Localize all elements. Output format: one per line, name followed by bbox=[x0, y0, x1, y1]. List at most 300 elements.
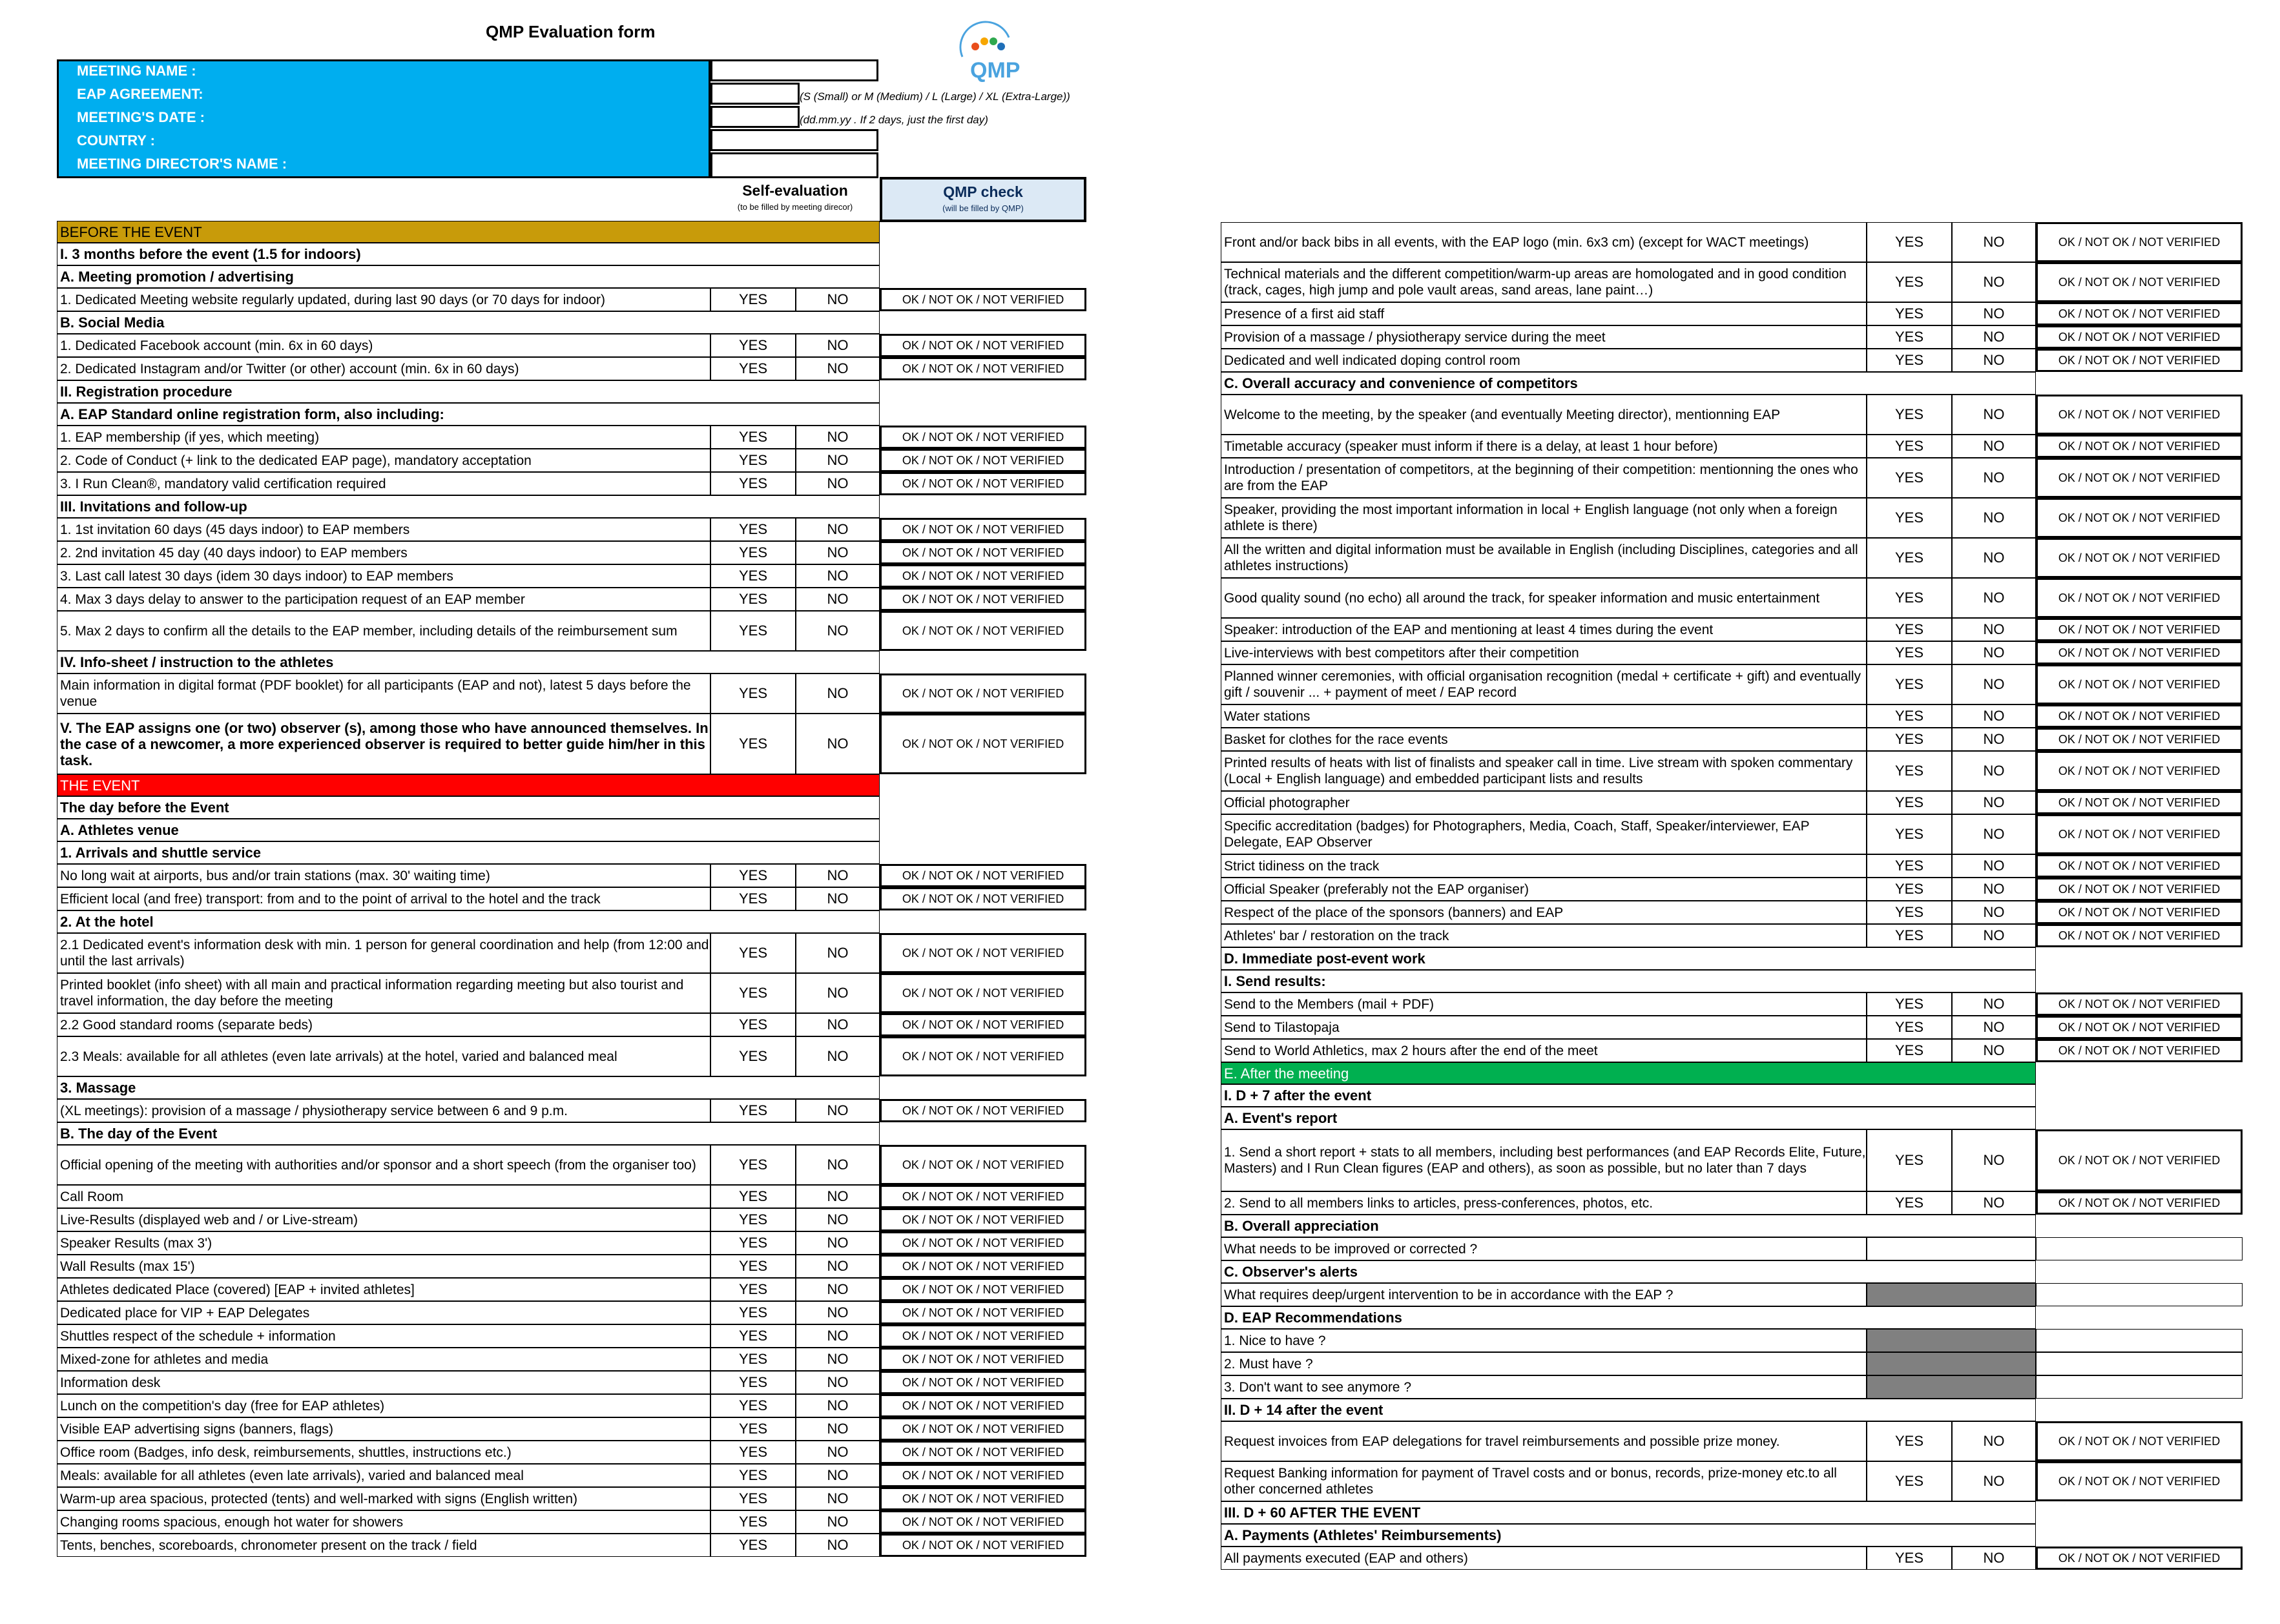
no-option[interactable]: NO bbox=[1952, 1461, 2036, 1501]
no-option[interactable]: NO bbox=[796, 714, 880, 774]
criterion-text bbox=[57, 1441, 710, 1464]
no-option[interactable]: NO bbox=[1952, 854, 2036, 878]
no-option[interactable]: NO bbox=[1952, 901, 2036, 924]
qmp-verdict[interactable]: OK / NOT OK / NOT VERIFIED bbox=[880, 1301, 1086, 1324]
yes-option[interactable]: YES bbox=[710, 864, 796, 887]
criterion-text bbox=[57, 714, 710, 774]
qmp-verdict[interactable]: OK / NOT OK / NOT VERIFIED bbox=[880, 1099, 1086, 1122]
qmp-verdict[interactable]: OK / NOT OK / NOT VERIFIED bbox=[880, 288, 1086, 311]
qmp-verdict[interactable]: OK / NOT OK / NOT VERIFIED bbox=[880, 1510, 1086, 1534]
qmp-verdict[interactable]: OK / NOT OK / NOT VERIFIED bbox=[2036, 498, 2243, 538]
yes-option[interactable]: YES bbox=[710, 1348, 796, 1371]
no-option[interactable]: NO bbox=[796, 1099, 880, 1122]
yes-option[interactable]: YES bbox=[710, 426, 796, 449]
criterion-label: 2. 2nd invitation 45 day (40 days indoor) to EAP members bbox=[60, 545, 408, 560]
qmp-verdict[interactable]: OK / NOT OK / NOT VERIFIED bbox=[880, 1487, 1086, 1510]
no-option[interactable]: NO bbox=[1952, 1016, 2036, 1039]
criterion-label: Office room (Badges, info desk, reimbursements, shuttles, instructions etc.) bbox=[60, 1444, 512, 1460]
yes-option[interactable]: YES bbox=[710, 1417, 796, 1441]
qmp-comment-field[interactable] bbox=[2036, 1352, 2243, 1375]
meeting-name-field[interactable] bbox=[710, 59, 878, 81]
no-option[interactable]: NO bbox=[1952, 458, 2036, 498]
yes-option[interactable]: YES bbox=[1867, 1547, 1952, 1570]
criterion-label: Front and/or back bibs in all events, with the EAP logo (min. 6x3 cm) (except for WACT meetings) bbox=[1224, 234, 1809, 250]
left-row bbox=[57, 973, 1086, 1013]
yes-option[interactable]: YES bbox=[710, 714, 796, 774]
criterion-label: D. Immediate post-event work bbox=[1224, 951, 1425, 967]
no-option[interactable]: NO bbox=[796, 1255, 880, 1278]
qmp-verdict[interactable]: OK / NOT OK / NOT VERIFIED bbox=[2036, 641, 2243, 664]
left-row bbox=[57, 1464, 1086, 1487]
qmp-verdict[interactable]: OK / NOT OK / NOT VERIFIED bbox=[880, 1208, 1086, 1231]
meeting-date-field[interactable] bbox=[710, 106, 800, 128]
qmp-verdict[interactable]: OK / NOT OK / NOT VERIFIED bbox=[2036, 791, 2243, 814]
no-option[interactable]: NO bbox=[796, 357, 880, 380]
yes-option[interactable]: YES bbox=[1867, 498, 1952, 538]
qmp-check-title: QMP check bbox=[943, 183, 1023, 200]
no-option[interactable]: NO bbox=[796, 1301, 880, 1324]
qmp-verdict[interactable]: OK / NOT OK / NOT VERIFIED bbox=[880, 1441, 1086, 1464]
criterion-text bbox=[1221, 458, 1867, 498]
qmp-verdict[interactable]: OK / NOT OK / NOT VERIFIED bbox=[2036, 1461, 2243, 1501]
qmp-verdict[interactable]: OK / NOT OK / NOT VERIFIED bbox=[880, 334, 1086, 357]
no-option[interactable]: NO bbox=[796, 1534, 880, 1557]
yes-option[interactable]: YES bbox=[1867, 854, 1952, 878]
qmp-verdict[interactable]: OK / NOT OK / NOT VERIFIED bbox=[880, 472, 1086, 495]
criterion-label: 3. I Run Clean®, mandatory valid certification required bbox=[60, 476, 386, 491]
qmp-verdict[interactable]: OK / NOT OK / NOT VERIFIED bbox=[880, 611, 1086, 651]
criterion-label: A. Meeting promotion / advertising bbox=[60, 269, 294, 285]
criterion-label: 1. Send a short report + stats to all members, including best performances (and EAP Records Elite, Future, Masters) and I Run Clean figures (EAP and others), as soon as possible, but no later than 7 days bbox=[1224, 1145, 1866, 1176]
qmp-verdict[interactable]: OK / NOT OK / NOT VERIFIED bbox=[880, 426, 1086, 449]
left-row bbox=[57, 1534, 1086, 1557]
criterion-text bbox=[1221, 704, 1867, 728]
yes-option[interactable]: YES bbox=[710, 472, 796, 495]
yes-option[interactable]: YES bbox=[710, 1255, 796, 1278]
criterion-label: Welcome to the meeting, by the speaker (and eventually Meeting director), mentionning EAP bbox=[1224, 407, 1781, 422]
qmp-verdict[interactable]: OK / NOT OK / NOT VERIFIED bbox=[880, 714, 1086, 774]
criterion-label: Send to the Members (mail + PDF) bbox=[1224, 996, 1435, 1012]
section-heading bbox=[57, 265, 880, 288]
no-option[interactable]: NO bbox=[796, 1145, 880, 1185]
yes-option[interactable]: YES bbox=[710, 933, 796, 973]
no-option[interactable]: NO bbox=[1952, 395, 2036, 435]
right-row bbox=[1221, 222, 2243, 262]
yes-option[interactable]: YES bbox=[710, 887, 796, 910]
qmp-verdict[interactable]: OK / NOT OK / NOT VERIFIED bbox=[880, 588, 1086, 611]
qmp-verdict[interactable]: OK / NOT OK / NOT VERIFIED bbox=[880, 1324, 1086, 1348]
qmp-verdict[interactable]: OK / NOT OK / NOT VERIFIED bbox=[2036, 728, 2243, 751]
left-row bbox=[57, 611, 1086, 651]
yes-option[interactable]: YES bbox=[1867, 222, 1952, 262]
no-option[interactable]: NO bbox=[796, 1013, 880, 1036]
qmp-verdict[interactable]: OK / NOT OK / NOT VERIFIED bbox=[880, 357, 1086, 380]
no-option[interactable]: NO bbox=[1952, 262, 2036, 302]
no-option[interactable]: NO bbox=[1952, 222, 2036, 262]
no-option[interactable]: NO bbox=[1952, 664, 2036, 704]
qmp-verdict[interactable]: OK / NOT OK / NOT VERIFIED bbox=[880, 1145, 1086, 1185]
no-option[interactable]: NO bbox=[796, 288, 880, 311]
yes-option[interactable]: YES bbox=[1867, 791, 1952, 814]
criterion-label: I. Send results: bbox=[1224, 973, 1326, 989]
criterion-label: E. After the meeting bbox=[1224, 1065, 1349, 1082]
section-heading bbox=[1221, 1501, 2036, 1524]
yes-option[interactable]: YES bbox=[1867, 641, 1952, 664]
qmp-verdict[interactable]: OK / NOT OK / NOT VERIFIED bbox=[880, 564, 1086, 588]
yes-option[interactable]: YES bbox=[1867, 901, 1952, 924]
yes-option[interactable]: YES bbox=[710, 673, 796, 714]
country-field[interactable] bbox=[710, 129, 878, 151]
no-option[interactable]: NO bbox=[796, 1324, 880, 1348]
criterion-text bbox=[57, 1185, 710, 1208]
no-option[interactable]: NO bbox=[796, 472, 880, 495]
criterion-label: II. D + 14 after the event bbox=[1224, 1402, 1384, 1418]
left-row bbox=[57, 864, 1086, 887]
yes-option[interactable]: YES bbox=[1867, 618, 1952, 641]
qmp-verdict[interactable]: OK / NOT OK / NOT VERIFIED bbox=[2036, 878, 2243, 901]
criterion-label: Main information in digital format (PDF booklet) for all participants (EAP and not), latest 5 days before the venue bbox=[60, 678, 691, 709]
answer-field[interactable] bbox=[1867, 1329, 2036, 1352]
meeting-director-field[interactable] bbox=[710, 152, 878, 178]
yes-option[interactable]: YES bbox=[710, 1099, 796, 1122]
no-option[interactable]: NO bbox=[1952, 325, 2036, 349]
criterion-label: 2.1 Dedicated event's information desk with min. 1 person for general coordination and help (from 12:00 and until the last arrivals) bbox=[60, 938, 709, 969]
left-row bbox=[57, 1036, 1086, 1076]
yes-option[interactable]: YES bbox=[710, 1510, 796, 1534]
criterion-label: B. Social Media bbox=[60, 314, 165, 331]
no-option[interactable]: NO bbox=[796, 673, 880, 714]
no-option[interactable]: NO bbox=[1952, 1191, 2036, 1215]
criterion-label: Dedicated and well indicated doping control room bbox=[1224, 353, 1520, 368]
no-option[interactable]: NO bbox=[1952, 791, 2036, 814]
qmp-verdict[interactable]: OK / NOT OK / NOT VERIFIED bbox=[2036, 538, 2243, 578]
criterion-label: 2. Dedicated Instagram and/or Twitter (or other) account (min. 6x in 60 days) bbox=[60, 361, 519, 376]
no-option[interactable]: NO bbox=[796, 541, 880, 564]
qmp-verdict[interactable]: OK / NOT OK / NOT VERIFIED bbox=[2036, 992, 2243, 1016]
yes-option[interactable]: YES bbox=[710, 973, 796, 1013]
answer-field[interactable] bbox=[1867, 1352, 2036, 1375]
yes-option[interactable]: YES bbox=[1867, 751, 1952, 791]
yes-option[interactable]: YES bbox=[710, 1324, 796, 1348]
qmp-verdict[interactable]: OK / NOT OK / NOT VERIFIED bbox=[2036, 1129, 2243, 1191]
no-option[interactable]: NO bbox=[796, 1348, 880, 1371]
yes-option[interactable]: YES bbox=[1867, 395, 1952, 435]
yes-option[interactable]: YES bbox=[710, 1278, 796, 1301]
qmp-verdict[interactable]: OK / NOT OK / NOT VERIFIED bbox=[2036, 1016, 2243, 1039]
left-row bbox=[57, 449, 1086, 472]
no-option[interactable]: NO bbox=[1952, 578, 2036, 618]
yes-option[interactable]: YES bbox=[710, 1185, 796, 1208]
no-option[interactable]: NO bbox=[1952, 1129, 2036, 1191]
yes-option[interactable]: YES bbox=[1867, 1039, 1952, 1062]
qmp-verdict[interactable]: OK / NOT OK / NOT VERIFIED bbox=[2036, 578, 2243, 618]
qmp-verdict[interactable]: OK / NOT OK / NOT VERIFIED bbox=[880, 1255, 1086, 1278]
right-row bbox=[1221, 947, 2243, 970]
yes-option[interactable]: YES bbox=[1867, 992, 1952, 1016]
yes-option[interactable]: YES bbox=[1867, 302, 1952, 325]
yes-option[interactable]: YES bbox=[1867, 814, 1952, 854]
qmp-comment-field[interactable] bbox=[2036, 1329, 2243, 1352]
qmp-verdict[interactable]: OK / NOT OK / NOT VERIFIED bbox=[880, 1013, 1086, 1036]
qmp-verdict[interactable]: OK / NOT OK / NOT VERIFIED bbox=[880, 1534, 1086, 1557]
qmp-verdict[interactable]: OK / NOT OK / NOT VERIFIED bbox=[2036, 1039, 2243, 1062]
yes-option[interactable]: YES bbox=[710, 1487, 796, 1510]
qmp-verdict[interactable]: OK / NOT OK / NOT VERIFIED bbox=[2036, 924, 2243, 947]
no-option[interactable]: NO bbox=[1952, 704, 2036, 728]
criterion-label: Timetable accuracy (speaker must inform if there is a delay, at least 1 hour before) bbox=[1224, 438, 1718, 454]
qmp-verdict[interactable]: OK / NOT OK / NOT VERIFIED bbox=[880, 449, 1086, 472]
left-row bbox=[57, 910, 1086, 933]
yes-option[interactable]: YES bbox=[710, 518, 796, 541]
no-option[interactable]: NO bbox=[1952, 992, 2036, 1016]
qmp-verdict[interactable]: OK / NOT OK / NOT VERIFIED bbox=[880, 887, 1086, 910]
no-option[interactable]: NO bbox=[796, 334, 880, 357]
no-option[interactable]: NO bbox=[796, 426, 880, 449]
right-row bbox=[1221, 1306, 2243, 1329]
criterion-text bbox=[1221, 1421, 1867, 1461]
criterion-text bbox=[1221, 435, 1867, 458]
section-heading bbox=[1221, 1062, 2036, 1084]
no-option[interactable]: NO bbox=[796, 1441, 880, 1464]
no-option[interactable]: NO bbox=[796, 887, 880, 910]
left-row bbox=[57, 288, 1086, 311]
no-option[interactable]: NO bbox=[1952, 1039, 2036, 1062]
criterion-label: Visible EAP advertising signs (banners, flags) bbox=[60, 1421, 333, 1437]
yes-option[interactable]: YES bbox=[710, 611, 796, 651]
no-option[interactable]: NO bbox=[796, 1208, 880, 1231]
no-option[interactable]: NO bbox=[796, 1278, 880, 1301]
yes-option[interactable]: YES bbox=[1867, 435, 1952, 458]
qmp-verdict[interactable]: OK / NOT OK / NOT VERIFIED bbox=[2036, 222, 2243, 262]
section-heading bbox=[1221, 970, 2036, 992]
qmp-comment-field[interactable] bbox=[2036, 1375, 2243, 1399]
qmp-verdict[interactable]: OK / NOT OK / NOT VERIFIED bbox=[880, 864, 1086, 887]
left-row bbox=[57, 819, 1086, 841]
qmp-verdict[interactable]: OK / NOT OK / NOT VERIFIED bbox=[880, 673, 1086, 714]
left-row bbox=[57, 1324, 1086, 1348]
yes-option[interactable]: YES bbox=[1867, 1129, 1952, 1191]
no-option[interactable]: NO bbox=[796, 1487, 880, 1510]
answer-field[interactable] bbox=[1867, 1375, 2036, 1399]
no-option[interactable]: NO bbox=[796, 1231, 880, 1255]
criterion-label: Warm-up area spacious, protected (tents) and well-marked with signs (English written) bbox=[60, 1491, 578, 1506]
right-row bbox=[1221, 1016, 2243, 1039]
qmp-verdict[interactable]: OK / NOT OK / NOT VERIFIED bbox=[880, 1464, 1086, 1487]
qmp-verdict[interactable]: OK / NOT OK / NOT VERIFIED bbox=[2036, 325, 2243, 349]
qmp-verdict[interactable]: OK / NOT OK / NOT VERIFIED bbox=[2036, 751, 2243, 791]
criterion-label: Send to Tilastopaja bbox=[1224, 1020, 1340, 1035]
criterion-label: A. Event's report bbox=[1224, 1110, 1338, 1126]
qmp-verdict[interactable]: OK / NOT OK / NOT VERIFIED bbox=[880, 973, 1086, 1013]
section-heading bbox=[1221, 1084, 2036, 1107]
yes-option[interactable]: YES bbox=[710, 449, 796, 472]
qmp-verdict[interactable]: OK / NOT OK / NOT VERIFIED bbox=[2036, 664, 2243, 704]
right-row bbox=[1221, 1283, 2243, 1306]
no-option[interactable]: NO bbox=[796, 1371, 880, 1394]
no-option[interactable]: NO bbox=[1952, 1547, 2036, 1570]
qmp-verdict[interactable]: OK / NOT OK / NOT VERIFIED bbox=[880, 1278, 1086, 1301]
answer-field[interactable] bbox=[1867, 1283, 2036, 1306]
section-heading bbox=[57, 841, 880, 864]
no-option[interactable]: NO bbox=[796, 588, 880, 611]
yes-option[interactable]: YES bbox=[710, 288, 796, 311]
section-heading bbox=[57, 910, 880, 933]
no-option[interactable]: NO bbox=[1952, 618, 2036, 641]
left-row bbox=[57, 1231, 1086, 1255]
qmp-verdict[interactable]: OK / NOT OK / NOT VERIFIED bbox=[2036, 814, 2243, 854]
qmp-verdict[interactable]: OK / NOT OK / NOT VERIFIED bbox=[2036, 349, 2243, 372]
qmp-verdict[interactable]: OK / NOT OK / NOT VERIFIED bbox=[2036, 704, 2243, 728]
yes-option[interactable]: YES bbox=[710, 1301, 796, 1324]
qmp-verdict[interactable]: OK / NOT OK / NOT VERIFIED bbox=[880, 518, 1086, 541]
qmp-comment-field[interactable] bbox=[2036, 1283, 2243, 1306]
no-option[interactable]: NO bbox=[1952, 302, 2036, 325]
criterion-label: Basket for clothes for the race events bbox=[1224, 732, 1448, 747]
qmp-verdict[interactable]: OK / NOT OK / NOT VERIFIED bbox=[880, 1348, 1086, 1371]
no-option[interactable]: NO bbox=[796, 933, 880, 973]
qmp-verdict[interactable]: OK / NOT OK / NOT VERIFIED bbox=[2036, 854, 2243, 878]
right-row bbox=[1221, 1461, 2243, 1501]
qmp-verdict[interactable]: OK / NOT OK / NOT VERIFIED bbox=[2036, 458, 2243, 498]
yes-option[interactable]: YES bbox=[710, 1231, 796, 1255]
left-row bbox=[57, 334, 1086, 357]
qmp-verdict[interactable]: OK / NOT OK / NOT VERIFIED bbox=[2036, 1547, 2243, 1570]
eap-agreement-field[interactable] bbox=[710, 83, 800, 105]
right-row bbox=[1221, 372, 2243, 395]
qmp-verdict[interactable]: OK / NOT OK / NOT VERIFIED bbox=[2036, 435, 2243, 458]
yes-option[interactable]: YES bbox=[1867, 924, 1952, 947]
left-row bbox=[57, 1441, 1086, 1464]
no-option[interactable]: NO bbox=[1952, 878, 2036, 901]
no-option[interactable]: NO bbox=[1952, 349, 2036, 372]
country-label: COUNTRY : bbox=[77, 132, 155, 149]
section-heading bbox=[57, 1122, 880, 1145]
yes-option[interactable]: YES bbox=[1867, 578, 1952, 618]
left-row bbox=[57, 426, 1086, 449]
no-option[interactable]: NO bbox=[796, 864, 880, 887]
yes-option[interactable]: YES bbox=[710, 357, 796, 380]
yes-option[interactable]: YES bbox=[710, 334, 796, 357]
right-row bbox=[1221, 618, 2243, 641]
yes-option[interactable]: YES bbox=[710, 1371, 796, 1394]
no-option[interactable]: NO bbox=[1952, 538, 2036, 578]
qmp-verdict[interactable]: OK / NOT OK / NOT VERIFIED bbox=[2036, 1191, 2243, 1215]
criterion-text bbox=[1221, 878, 1867, 901]
no-option[interactable]: NO bbox=[1952, 1421, 2036, 1461]
no-option[interactable]: NO bbox=[796, 611, 880, 651]
left-row bbox=[57, 1417, 1086, 1441]
no-option[interactable]: NO bbox=[1952, 498, 2036, 538]
yes-option[interactable]: YES bbox=[710, 1534, 796, 1557]
answer-field[interactable] bbox=[1867, 1237, 2036, 1260]
left-row bbox=[57, 588, 1086, 611]
qmp-verdict[interactable]: OK / NOT OK / NOT VERIFIED bbox=[880, 1231, 1086, 1255]
no-option[interactable]: NO bbox=[796, 1510, 880, 1534]
qmp-verdict[interactable]: OK / NOT OK / NOT VERIFIED bbox=[2036, 901, 2243, 924]
yes-option[interactable]: YES bbox=[1867, 878, 1952, 901]
no-option[interactable]: NO bbox=[796, 1394, 880, 1417]
yes-option[interactable]: YES bbox=[1867, 349, 1952, 372]
yes-option[interactable]: YES bbox=[710, 1145, 796, 1185]
yes-option[interactable]: YES bbox=[1867, 728, 1952, 751]
criterion-text bbox=[1221, 1039, 1867, 1062]
criterion-text bbox=[1221, 664, 1867, 704]
qmp-verdict[interactable]: OK / NOT OK / NOT VERIFIED bbox=[880, 1417, 1086, 1441]
yes-option[interactable]: YES bbox=[1867, 664, 1952, 704]
qmp-verdict[interactable]: OK / NOT OK / NOT VERIFIED bbox=[880, 1371, 1086, 1394]
yes-option[interactable]: YES bbox=[710, 541, 796, 564]
qmp-verdict[interactable]: OK / NOT OK / NOT VERIFIED bbox=[880, 1394, 1086, 1417]
no-option[interactable]: NO bbox=[796, 564, 880, 588]
no-option[interactable]: NO bbox=[1952, 924, 2036, 947]
criterion-label: Speaker Results (max 3') bbox=[60, 1235, 212, 1251]
yes-option[interactable]: YES bbox=[1867, 1461, 1952, 1501]
qmp-verdict[interactable]: OK / NOT OK / NOT VERIFIED bbox=[880, 1185, 1086, 1208]
yes-option[interactable]: YES bbox=[1867, 1191, 1952, 1215]
criterion-text bbox=[1221, 538, 1867, 578]
left-row bbox=[57, 1013, 1086, 1036]
yes-option[interactable]: YES bbox=[710, 1441, 796, 1464]
section-heading bbox=[1221, 1107, 2036, 1129]
qmp-verdict[interactable]: OK / NOT OK / NOT VERIFIED bbox=[2036, 1421, 2243, 1461]
no-option[interactable]: NO bbox=[1952, 641, 2036, 664]
no-option[interactable]: NO bbox=[1952, 435, 2036, 458]
qmp-verdict[interactable]: OK / NOT OK / NOT VERIFIED bbox=[880, 933, 1086, 973]
qmp-verdict[interactable]: OK / NOT OK / NOT VERIFIED bbox=[880, 1036, 1086, 1076]
yes-option[interactable]: YES bbox=[710, 1394, 796, 1417]
qmp-verdict[interactable]: OK / NOT OK / NOT VERIFIED bbox=[2036, 395, 2243, 435]
yes-option[interactable]: YES bbox=[710, 1464, 796, 1487]
no-option[interactable]: NO bbox=[796, 1185, 880, 1208]
qmp-verdict[interactable]: OK / NOT OK / NOT VERIFIED bbox=[2036, 618, 2243, 641]
yes-option[interactable]: YES bbox=[1867, 538, 1952, 578]
yes-option[interactable]: YES bbox=[710, 1208, 796, 1231]
yes-option[interactable]: YES bbox=[710, 1013, 796, 1036]
qmp-verdict[interactable]: OK / NOT OK / NOT VERIFIED bbox=[880, 541, 1086, 564]
criterion-label: The day before the Event bbox=[60, 799, 229, 816]
no-option[interactable]: NO bbox=[1952, 751, 2036, 791]
no-option[interactable]: NO bbox=[796, 1036, 880, 1076]
no-option[interactable]: NO bbox=[796, 518, 880, 541]
no-option[interactable]: NO bbox=[796, 1417, 880, 1441]
yes-option[interactable]: YES bbox=[710, 1036, 796, 1076]
criterion-text bbox=[57, 1417, 710, 1441]
yes-option[interactable]: YES bbox=[710, 588, 796, 611]
no-option[interactable]: NO bbox=[796, 449, 880, 472]
section-heading bbox=[57, 243, 880, 265]
yes-option[interactable]: YES bbox=[1867, 704, 1952, 728]
criterion-label: 5. Max 2 days to confirm all the details to the EAP member, including details of the reimbursement sum bbox=[60, 623, 678, 639]
no-option[interactable]: NO bbox=[1952, 728, 2036, 751]
criterion-text bbox=[57, 449, 710, 472]
yes-option[interactable]: YES bbox=[1867, 1421, 1952, 1461]
qmp-verdict[interactable]: OK / NOT OK / NOT VERIFIED bbox=[2036, 262, 2243, 302]
yes-option[interactable]: YES bbox=[1867, 1016, 1952, 1039]
criterion-label: B. The day of the Event bbox=[60, 1125, 218, 1142]
yes-option[interactable]: YES bbox=[1867, 458, 1952, 498]
criterion-label: What requires deep/urgent intervention to be in accordance with the EAP ? bbox=[1224, 1287, 1674, 1302]
no-option[interactable]: NO bbox=[796, 1464, 880, 1487]
no-option[interactable]: NO bbox=[796, 973, 880, 1013]
yes-option[interactable]: YES bbox=[1867, 325, 1952, 349]
yes-option[interactable]: YES bbox=[710, 564, 796, 588]
criterion-text bbox=[57, 1487, 710, 1510]
yes-option[interactable]: YES bbox=[1867, 262, 1952, 302]
qmp-verdict[interactable]: OK / NOT OK / NOT VERIFIED bbox=[2036, 302, 2243, 325]
no-option[interactable]: NO bbox=[1952, 814, 2036, 854]
qmp-comment-field[interactable] bbox=[2036, 1237, 2243, 1260]
criterion-label: IV. Info-sheet / instruction to the athletes bbox=[60, 654, 334, 670]
